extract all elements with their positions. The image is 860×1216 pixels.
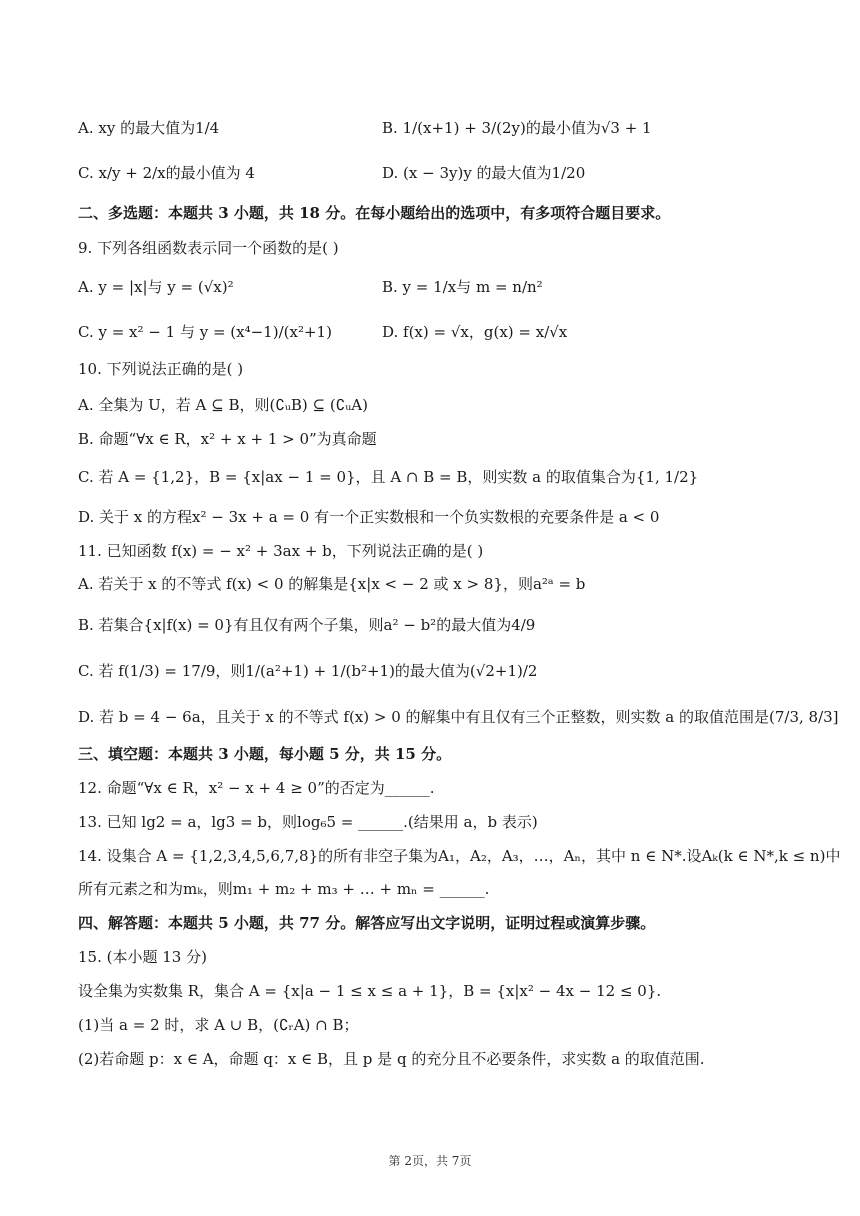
q8-option-b: B. 1/(x+1) + 3/(2y)的最小值为√3 + 1 — [382, 119, 652, 137]
q14-text-line1: 14. 设集合 A = {1,2,3,4,5,6,7,8}的所有非空子集为A₁，A₂，A₃，…，Aₙ，其中 n ∈ N*.设Aₖ(k ∈ N*,k ≤ n)中 — [78, 847, 841, 865]
q11-option-d: D. 若 b = 4 − 6a，且关于 x 的不等式 f(x) > 0 的解集中有且仅有三个正整数，则实数 a 的取值范围是(7/3, 8/3] — [78, 708, 839, 726]
q8-option-d: D. (x − 3y)y 的最大值为1/20 — [382, 164, 586, 182]
q8-option-c: C. x/y + 2/x的最小值为 4 — [78, 164, 255, 182]
q11-stem: 11. 已知函数 f(x) = − x² + 3ax + b，下列说法正确的是( ) — [78, 542, 484, 560]
q13-text: 13. 已知 lg2 = a，lg3 = b，则log₆5 = ______.(结果用 a，b 表示) — [78, 813, 538, 831]
q15-part2: (2)若命题 p：x ∈ A，命题 q：x ∈ B，且 p 是 q 的充分且不必要条件，求实数 a 的取值范围. — [78, 1050, 705, 1068]
q9-stem: 9. 下列各组函数表示同一个函数的是( ) — [78, 239, 339, 257]
section-answer-heading: 四、解答题：本题共 5 小题，共 77 分。解答应写出文字说明，证明过程或演算步骤。 — [78, 914, 656, 932]
q15-part1: (1)当 a = 2 时，求 A ∪ B，(∁ᵣA) ∩ B； — [78, 1016, 359, 1034]
q9-option-a: A. y = |x|与 y = (√x)² — [78, 278, 234, 296]
q12-text: 12. 命题“∀x ∈ R，x² − x + 4 ≥ 0”的否定为______. — [78, 779, 435, 797]
page-footer: 第 2页，共 7页 — [388, 1154, 472, 1168]
q15-given: 设全集为实数集 R，集合 A = {x|a − 1 ≤ x ≤ a + 1}，B = {x|x² − 4x − 12 ≤ 0}. — [78, 982, 662, 1000]
section-fill-in-heading: 三、填空题：本题共 3 小题，每小题 5 分，共 15 分。 — [78, 745, 452, 763]
q11-option-b: B. 若集合{x|f(x) = 0}有且仅有两个子集，则a² − b²的最大值为4/9 — [78, 616, 536, 634]
q15-heading: 15. (本小题 13 分) — [78, 948, 207, 966]
q10-option-c: C. 若 A = {1,2}，B = {x|ax − 1 = 0}，且 A ∩ B = B，则实数 a 的取值集合为{1, 1/2} — [78, 468, 699, 486]
q10-stem: 10. 下列说法正确的是( ) — [78, 360, 244, 378]
q11-option-a: A. 若关于 x 的不等式 f(x) < 0 的解集是{x|x < − 2 或 x > 8}，则a²ᵃ = b — [78, 575, 586, 593]
q9-option-c: C. y = x² − 1 与 y = (x⁴−1)/(x²+1) — [78, 323, 332, 341]
q8-option-a: A. xy 的最大值为1/4 — [78, 119, 220, 137]
q14-text-line2: 所有元素之和为mₖ，则m₁ + m₂ + m₃ + … + mₙ = ______. — [78, 880, 490, 898]
q9-option-b: B. y = 1/x与 m = n/n² — [382, 278, 543, 296]
q9-option-d: D. f(x) = √x，g(x) = x/√x — [382, 323, 568, 341]
q10-option-d: D. 关于 x 的方程x² − 3x + a = 0 有一个正实数根和一个负实数根的充要条件是 a < 0 — [78, 508, 660, 526]
q11-option-c: C. 若 f(1/3) = 17/9，则1/(a²+1) + 1/(b²+1)的最大值为(√2+1)/2 — [78, 662, 538, 680]
section-multiple-choice-heading: 二、多选题：本题共 3 小题，共 18 分。在每小题给出的选项中，有多项符合题目要求。 — [78, 204, 671, 222]
q10-option-b: B. 命题“∀x ∈ R，x² + x + 1 > 0”为真命题 — [78, 430, 377, 448]
q10-option-a: A. 全集为 U，若 A ⊆ B，则(∁ᵤB) ⊆ (∁ᵤA) — [78, 396, 368, 414]
